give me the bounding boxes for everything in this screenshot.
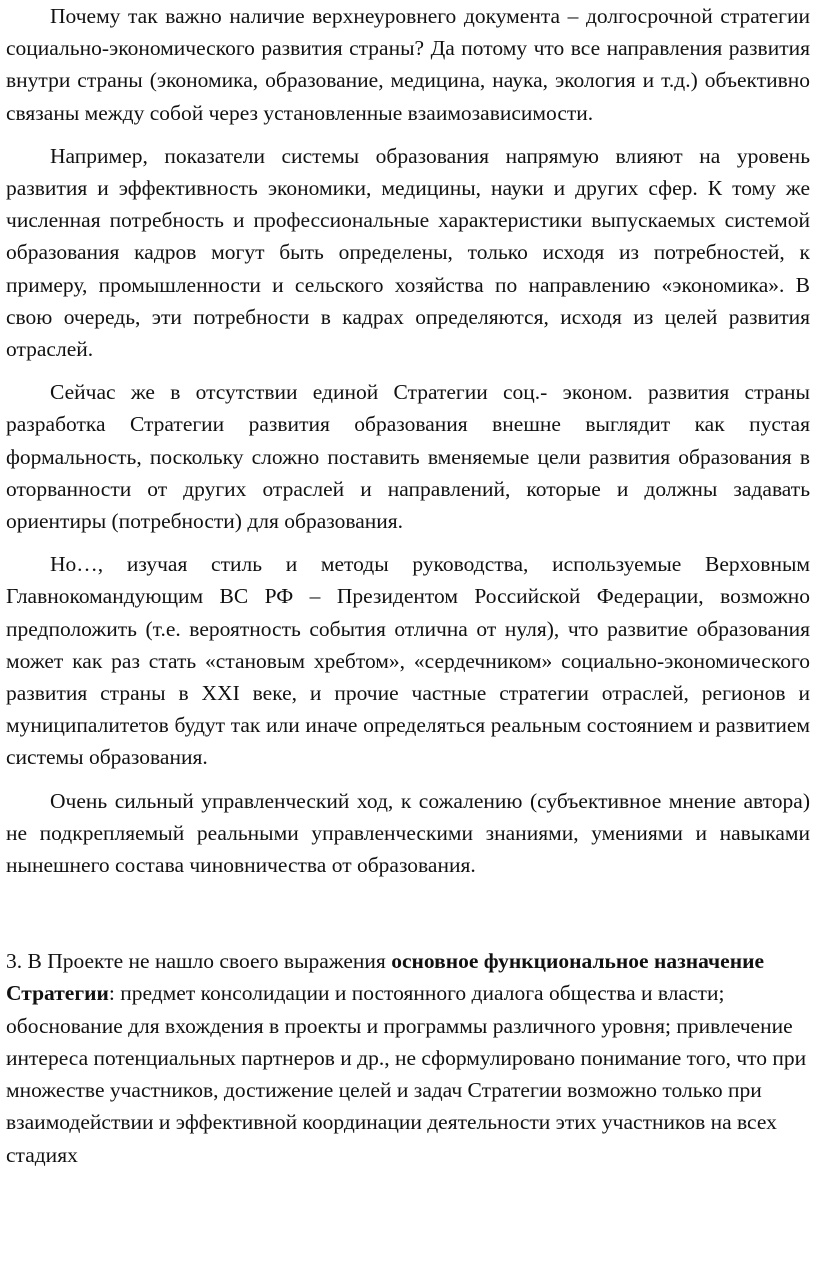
paragraph-5: Очень сильный управленческий ход, к сожалению (субъективное мнение автора) не подкрепляемый реальными управленческими знаниями, умениями и навыками нынешнего состава чиновничества от образования. bbox=[6, 788, 810, 878]
paragraph-2: Например, показатели системы образования напрямую влияют на уровень развития и эффективность экономики, медицины, науки и других сфер. К тому же численная потребность и профессиональные характеристики выпускаемых системой образования кадров могут быть определены, только исходя из потребностей, к примеру, промышленности и сельского хозяйства по направлению «экономика». В свою очередь, эти потребности в кадрах определяются, исходя из целей развития отраслей. bbox=[6, 143, 810, 362]
section-3-paragraph bbox=[6, 945, 810, 1170]
paragraph-3: Сейчас же в отсутствии единой Стратегии соц.- эконом. развития страны разработка Стратегии развития образования внешне выглядит как пустая формальность, поскольку сложно поставить вменяемые цели развития образования в оторванности от других отраслей и направлений, которые и должны задавать ориентиры (потребности) для образования. bbox=[6, 380, 810, 534]
paragraph-4: Но…, изучая стиль и методы руководства, используемые Верховным Главнокомандующим ВС РФ – Президентом Российской Федерации, возможно предположить (т.е. вероятность события отлична от нуля), что развитие образования может как раз стать «становым хребтом», «сердечником» социально-экономического развития страны в XXI веке, и прочие частные стратегии отраслей, регионов и муниципалитетов будут так или иначе определяться реальным состоянием и развитием системы образования. bbox=[6, 552, 810, 770]
section-3-text: : предмет консолидации и постоянного диалога общества и власти; обоснование для вхождения в проекты и программы различного уровня; привлечение интереса потенциальных партнеров и др., не сформулировано понимание того, что при множестве участников, достижение целей и задач Стратегии возможно только при взаимодействии и эффективной координации деятельности этих участников на всех стадиях bbox=[6, 981, 807, 1167]
section-3-bold-term: основное функциональное назначение Стратегии bbox=[6, 949, 765, 1006]
section-3-prefix: 3. В Проекте не нашло своего выражения bbox=[6, 949, 392, 974]
paragraph-1: Почему так важно наличие верхнеуровнего документа – долгосрочной стратегии социально-экономического развития страны? Да потому что все направления развития внутри страны (экономика, образование, медицина, наука, экология и т.д.) объективно связаны между собой через установленные взаимозависимости. bbox=[6, 4, 810, 125]
section-gap bbox=[6, 881, 810, 945]
